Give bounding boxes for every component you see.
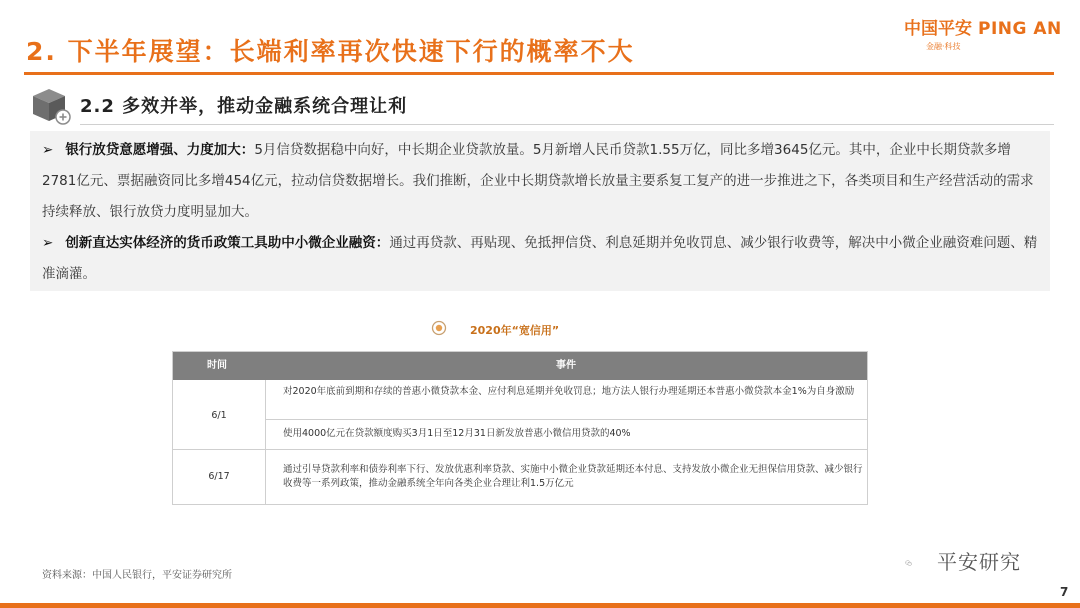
row-event: 使用4000亿元在贷款额度购买3月1日至12月31日新发放普惠小微信用贷款的40% [283, 428, 631, 439]
subtitle-divider [80, 124, 1054, 125]
table-divider [173, 449, 867, 450]
target-icon [431, 320, 447, 336]
bullet-lead: 创新直达实体经济的货币政策工具助中小微企业融资： [65, 235, 390, 251]
row-event: 对2020年底前到期和存续的普惠小微贷款本金、应付利息延期并免收罚息；地方法人银行办理延期还本普惠小微贷款本金1%为自身激励 [283, 386, 855, 397]
wechat-label: 平安研究 [937, 550, 1021, 574]
bullet-text: 5月信贷数据稳中向好，中长期企业贷款放量。5月新增人民币贷款1.55万亿，同比多增3645亿元。其中，企业中长期贷款多增2781亿元、票据融资同比多增454亿元，拉动信贷数据增长。我们推断，企业中长期贷款增长放量主要系复工复产的进一步推进之下，各类项目和生产经营活动的需求持续释放、银行放贷力度明显加大。 [42, 142, 1034, 220]
wechat-icon [905, 546, 939, 580]
bullet-lead: 银行放贷意愿增强、力度加大： [65, 142, 255, 158]
events-table [172, 351, 868, 505]
company-logo [904, 14, 1066, 51]
arrow-icon: ➢ [42, 235, 54, 251]
logo-tagline: 金融·科技 [926, 42, 961, 51]
arrow-icon: ➢ [42, 142, 54, 158]
row-event: 通过引导贷款利率和债券利率下行、发放优惠利率贷款、实施中小微企业贷款延期还本付息、支持发放小微企业无担保信用贷款、减少银行收费等一系列政策，推动金融系统全年向各类企业合理让利1.5万亿元 [283, 464, 863, 489]
table-divider [265, 380, 266, 504]
bullet-item [42, 228, 1042, 290]
row-date: 6/17 [208, 471, 230, 482]
cube-icon [30, 86, 72, 126]
logo-cn: 中国平安 [904, 19, 972, 39]
column-header-time: 时间 [173, 352, 265, 380]
column-header-event: 事件 [265, 352, 867, 380]
logo-en: PING AN [978, 19, 1062, 39]
source-note: 资料来源：中国人民银行，平安证券研究所 [42, 570, 232, 581]
row-date: 6/1 [211, 410, 227, 421]
bullet-item [42, 135, 1042, 228]
bullet-text: 通过再贷款、再贴现、免抵押信贷、利息延期并免收罚息、减少银行收费等，解决中小微企业融资难问题、精准滴灌。 [42, 235, 1038, 282]
page-number: 7 [1060, 585, 1069, 599]
table-title: 2020年“宽信用” [470, 324, 560, 337]
table-divider [265, 419, 867, 420]
section-subtitle: 2.2 多效并举，推动金融系统合理让利 [80, 96, 408, 117]
footer-bar [0, 603, 1080, 608]
title-divider [24, 72, 1054, 75]
bullet-panel [30, 131, 1050, 291]
page-title: 2. 下半年展望：长端利率再次快速下行的概率不大 [26, 37, 635, 66]
